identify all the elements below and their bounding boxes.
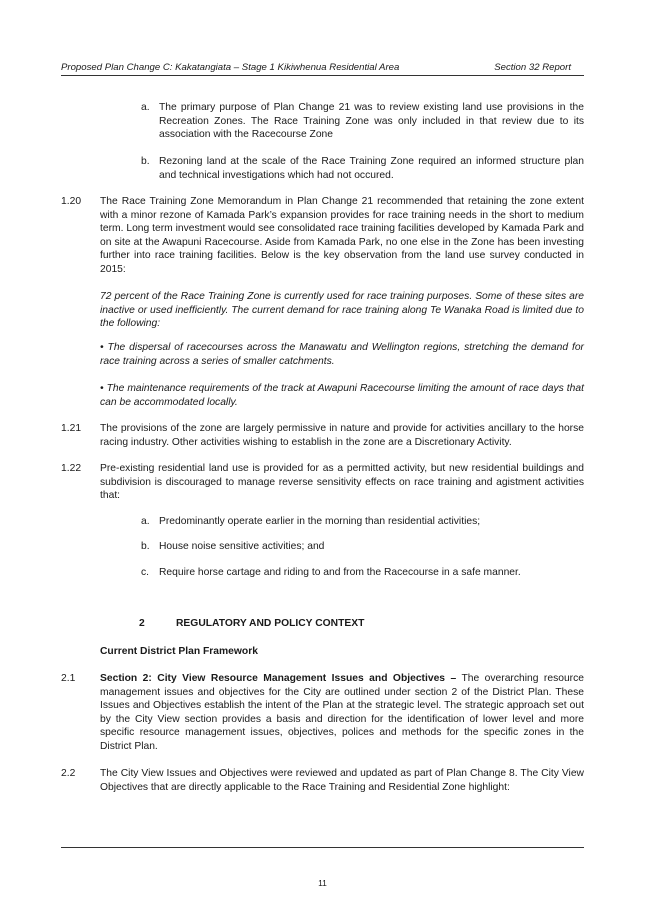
subheading: Current District Plan Framework <box>100 646 258 657</box>
header-section-label: Section 32 Report <box>494 62 571 73</box>
paragraph-number: 2.2 <box>61 768 76 779</box>
quote-bullet-item <box>100 341 584 368</box>
quote-bullet-item <box>100 382 584 409</box>
paragraph-text: Pre-existing residential land use is provided for as a permitted activity, but new residential buildings and subdivision is discouraged to manage reverse sensitivity effects on race training and agistment activities that: <box>100 463 584 502</box>
paragraph-lead: Section 2: City View Resource Management Issues and Objectives – <box>100 673 457 684</box>
quote-bullet-text: The maintenance requirements of the track at Awapuni Racecourse limiting the amount of race days that can be accommodated locally. <box>100 383 584 408</box>
paragraph-text <box>100 672 584 754</box>
survey-quote: 72 percent of the Race Training Zone is currently used for race training purposes. Some of these sites are inactive or used inefficiently. The current demand for race training along Te Wanaka Road is limited due to the following: <box>100 291 584 330</box>
paragraph-text: The provisions of the zone are largely permissive in nature and provide for activities ancillary to the horse racing industry. Other activities wishing to establish in the zone are a Discretionary Activity. <box>100 423 584 448</box>
paragraph-text: The Race Training Zone Memorandum in Plan Change 21 recommended that retaining the zone extent with a minor rezone of Kamada Park’s expansion provides for race training needs in the short to medium term. Long term investment would see consolidated race training facilities developed by Kamada Park and on site at the Awapuni Racecourse. Aside from Kamada Park, no one else in the Zone has been investing further into race training facilities. Below is the key observation from the land use survey conducted in 2015: <box>100 196 584 275</box>
list-item-marker: c. <box>141 567 150 578</box>
paragraph-number: 1.21 <box>61 423 82 434</box>
list-item-text: House noise sensitive activities; and <box>159 541 325 552</box>
page-number: 11 <box>318 878 327 888</box>
list-item-text: Require horse cartage and riding to and from the Racecourse in a safe manner. <box>159 567 521 578</box>
list-item-text: The primary purpose of Plan Change 21 was to review existing land use provisions in the Recreation Zones. The Race Training Zone was only included in that review due to its association with the Racecourse Zone <box>159 102 584 141</box>
list-item-marker: b. <box>141 156 150 167</box>
list-item-marker: b. <box>141 541 150 552</box>
section-heading: REGULATORY AND POLICY CONTEXT <box>176 618 365 629</box>
list-item-marker: a. <box>141 516 150 527</box>
paragraph-number: 1.22 <box>61 463 82 474</box>
list-item-marker: a. <box>141 102 150 113</box>
header-rule <box>61 75 584 76</box>
paragraph-body: The overarching resource management issues and objectives for the City are outlined under section 2 of the District Plan. These Issues and Objectives establish the intent of the Plan at the strategic level. The strategic approach set out by the City View section provides a basis and direction for the identification of lower level and more specific resource management issues, objectives, polices and methods for the specific zones in the District Plan. <box>100 673 584 752</box>
paragraph-number: 2.1 <box>61 673 76 684</box>
paragraph-number: 1.20 <box>61 196 82 207</box>
list-item-text: Rezoning land at the scale of the Race Training Zone required an informed structure plan and technical investigations which had not occured. <box>159 156 584 181</box>
bullet-glyph: • <box>100 342 104 353</box>
section-number: 2 <box>139 618 145 629</box>
quote-bullet-text: The dispersal of racecourses across the Manawatu and Wellington regions, stretching the demand for race training across a series of smaller catchments. <box>100 342 584 367</box>
paragraph-text: The City View Issues and Objectives were reviewed and updated as part of Plan Change 8. The City View Objectives that are directly applicable to the Race Training and Residential Zone highlight: <box>100 768 584 793</box>
header-document-title: Proposed Plan Change C: Kakatangiata – Stage 1 Kikiwhenua Residential Area <box>61 62 400 73</box>
list-item-text: Predominantly operate earlier in the morning than residential activities; <box>159 516 481 527</box>
footer-rule <box>61 847 584 848</box>
bullet-glyph: • <box>100 383 104 394</box>
